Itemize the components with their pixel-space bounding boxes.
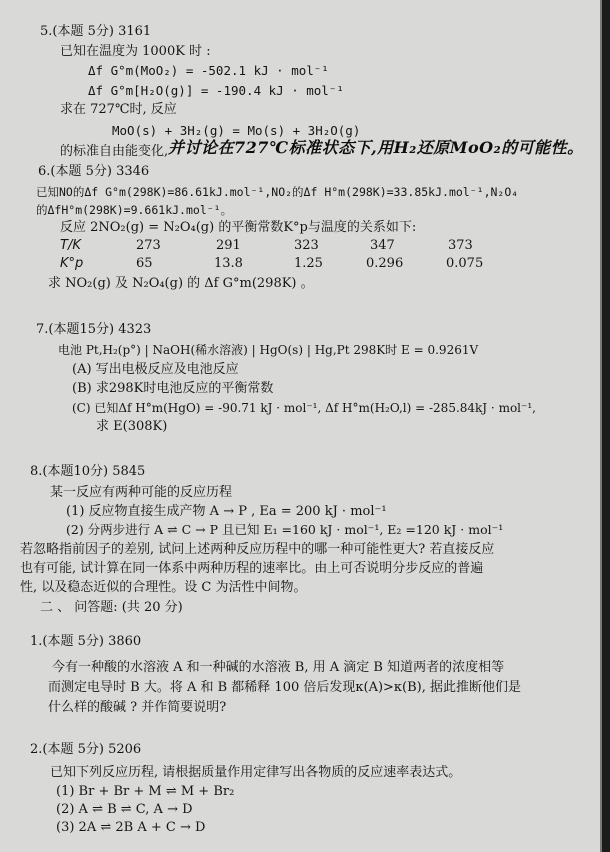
q5-handwritten-note: 并讨论在727℃标准状态下,用H₂还原MoO₂的可能性。 (168, 138, 584, 157)
qa2-header: 2.(本题 5分) 5206 (30, 742, 142, 757)
q7-partB: (B) 求298K时电池反应的平衡常数 (72, 381, 274, 396)
qa2-line4: (3) 2A ⇌ 2B A + C → D (56, 820, 206, 835)
q8-line4: 若忽略指前因子的差别, 试问上述两种反应历程中的哪一种可能性更大? 若直接反应 (20, 542, 495, 557)
q7-cell: 电池 Pt,H₂(p°) | NaOH(稀水溶液) | HgO(s) | Hg,Pt 298K时 E = 0.9261V (58, 343, 479, 357)
q6-header: 6.(本题 5分) 3346 (38, 164, 150, 179)
qa1-line3: 什么样的酸碱 ? 并作简要说明? (48, 700, 227, 715)
q7-partC: (C) 已知Δf H°m(HgO) = -90.71 kJ · mol⁻¹, Δf H°m(H₂O,l) = -285.84kJ · mol⁻¹, (72, 401, 536, 415)
q8-line3: (2) 分两步进行 A ⇌ C → P 且已知 E₁ =160 kJ · mol⁻¹, E₂ =120 kJ · mol⁻¹ (66, 522, 504, 537)
table-cell: 273 (136, 238, 161, 253)
table-cell: 291 (216, 238, 241, 253)
q5-line2: Δf G°m(MoO₂) = -502.1 kJ · mol⁻¹ (88, 63, 329, 78)
table-cell: 65 (136, 256, 153, 271)
table-cell: 1.25 (294, 256, 323, 271)
section2-title: 二 、 问答题: (共 20 分) (40, 600, 183, 615)
table-cell: 0.075 (446, 256, 484, 271)
qa2-line2: (1) Br + Br + M ⇌ M + Br₂ (56, 784, 235, 799)
table-cell: 0.296 (366, 256, 404, 271)
table-cell: 323 (294, 238, 319, 253)
qa1-line1: 今有一种酸的水溶液 A 和一种碱的水溶液 B, 用 A 滴定 B 知道两者的浓度相等 (52, 660, 505, 675)
q5-line6: 的标准自由能变化, (60, 144, 169, 159)
q7-partC-ask: 求 E(308K) (96, 419, 168, 434)
qa2-line1: 已知下列反应历程, 请根据质量作用定律写出各物质的反应速率表达式。 (50, 765, 462, 780)
q8-line6: 性, 以及稳态近似的合理性。设 C 为活性中间物。 (20, 580, 307, 595)
q8-line5: 也有可能, 试计算在同一体系中两种历程的速率比。由上可否说明分步反应的普遍 (20, 561, 484, 576)
q5-line4: 求在 727℃时, 反应 (60, 102, 177, 117)
qa1-header: 1.(本题 5分) 3860 (30, 634, 142, 649)
q5-line3: Δf G°m[H₂O(g)] = -190.4 kJ · mol⁻¹ (88, 83, 344, 98)
table-cell: 373 (448, 238, 473, 253)
q8-line1: 某一反应有两种可能的反应历程 (50, 485, 233, 500)
q6-line4: 求 NO₂(g) 及 N₂O₄(g) 的 Δf G°m(298K) 。 (48, 276, 314, 291)
table-cell: T/K (60, 238, 81, 253)
qa1-line2: 而测定电导时 B 大。将 A 和 B 都稀释 100 倍后发现κ(A)>κ(B), 据此推断他们是 (48, 680, 522, 695)
q6-line2: 的ΔfH°m(298K)=9.661kJ.mol⁻¹。 (36, 203, 233, 217)
q7-header: 7.(本题15分) 4323 (36, 322, 152, 337)
table-cell: 13.8 (214, 256, 243, 271)
q6-line1: 已知NO的Δf G°m(298K)=86.61kJ.mol⁻¹,NO₂的Δf H°m(298K)=33.85kJ.mol⁻¹,N₂O₄ (36, 185, 519, 199)
scan-edge (602, 0, 610, 852)
table-cell: K°p (60, 256, 84, 271)
q6-line3: 反应 2NO₂(g) = N₂O₄(g) 的平衡常数K°p与温度的关系如下: (60, 220, 417, 235)
q8-header: 8.(本题10分) 5845 (30, 464, 146, 479)
q8-line2: (1) 反应物直接生成产物 A → P , Ea = 200 kJ · mol⁻¹ (66, 504, 387, 519)
q7-partA: (A) 写出电极反应及电池反应 (72, 362, 239, 377)
q5-line1: 已知在温度为 1000K 时 : (60, 44, 211, 59)
table-cell: 347 (370, 238, 395, 253)
qa2-line3: (2) A ⇌ B ⇌ C, A → D (56, 802, 193, 817)
q5-reaction: MoO(s) + 3H₂(g) = Mo(s) + 3H₂O(g) (112, 123, 361, 138)
q5-header: 5.(本题 5分) 3161 (40, 24, 152, 39)
